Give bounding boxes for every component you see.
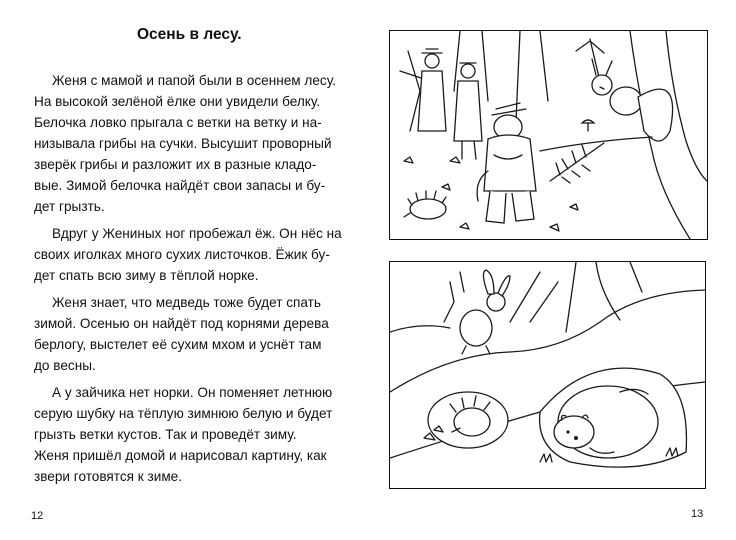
text-line: Женя с мамой и папой были в осеннем лесу. [52,73,336,88]
text-line: до весны. [34,358,96,373]
text-line: берлогу, выстелет её сухим мхом и уснёт там [34,337,322,352]
text-line: зимой. Осенью он найдёт под корнями дерева [34,316,329,331]
text-line: Женя знает, что медведь тоже будет спать [52,295,321,310]
page-title: Осень в лесу. [137,26,242,43]
paragraph-5 [34,445,374,487]
text-line: зверёк грибы и разложит их в разные кладо- [34,157,317,172]
text-line: звери готовятся к зиме. [34,469,183,484]
paragraph-4 [34,382,374,445]
paragraph-1 [34,70,374,217]
text-line: А у зайчика нет норки. Он поменяет летнюю [52,385,333,400]
page-number-right: 13 [691,508,704,520]
paragraph-2 [34,223,374,286]
text-line: Женя пришёл домой и нарисовал картину, как [34,448,327,463]
forest-family-drawing [390,31,707,239]
winter-animals-drawing [390,262,705,488]
text-line: вые. Зимой белочка найдёт свои запасы и бу- [34,178,326,193]
text-line: своих иголках много сухих листочков. Ёжик бу- [34,247,330,262]
forest-family-illustration [389,30,708,240]
text-line: серую шубку на тёплую зимнюю белую и будет [34,406,333,421]
text-line: Белочка ловко прыгала с ветки на ветку и на- [34,115,322,130]
winter-animals-illustration [389,261,706,489]
paragraph-3 [34,292,374,376]
story-text [34,70,374,487]
text-line: низывала грибы на сучки. Высушит проворный [34,136,332,151]
text-line: дет грызть. [34,199,105,214]
text-line: Вдруг у Жениных ног пробежал ёж. Он нёс на [52,226,342,241]
text-line: грызть ветки кустов. Так и проведёт зиму. [34,427,297,442]
text-line: дет спать всю зиму в тёплой норке. [34,268,259,283]
page-number-left: 12 [31,510,44,522]
text-line: На высокой зелёной ёлке они увидели белку. [34,94,321,109]
